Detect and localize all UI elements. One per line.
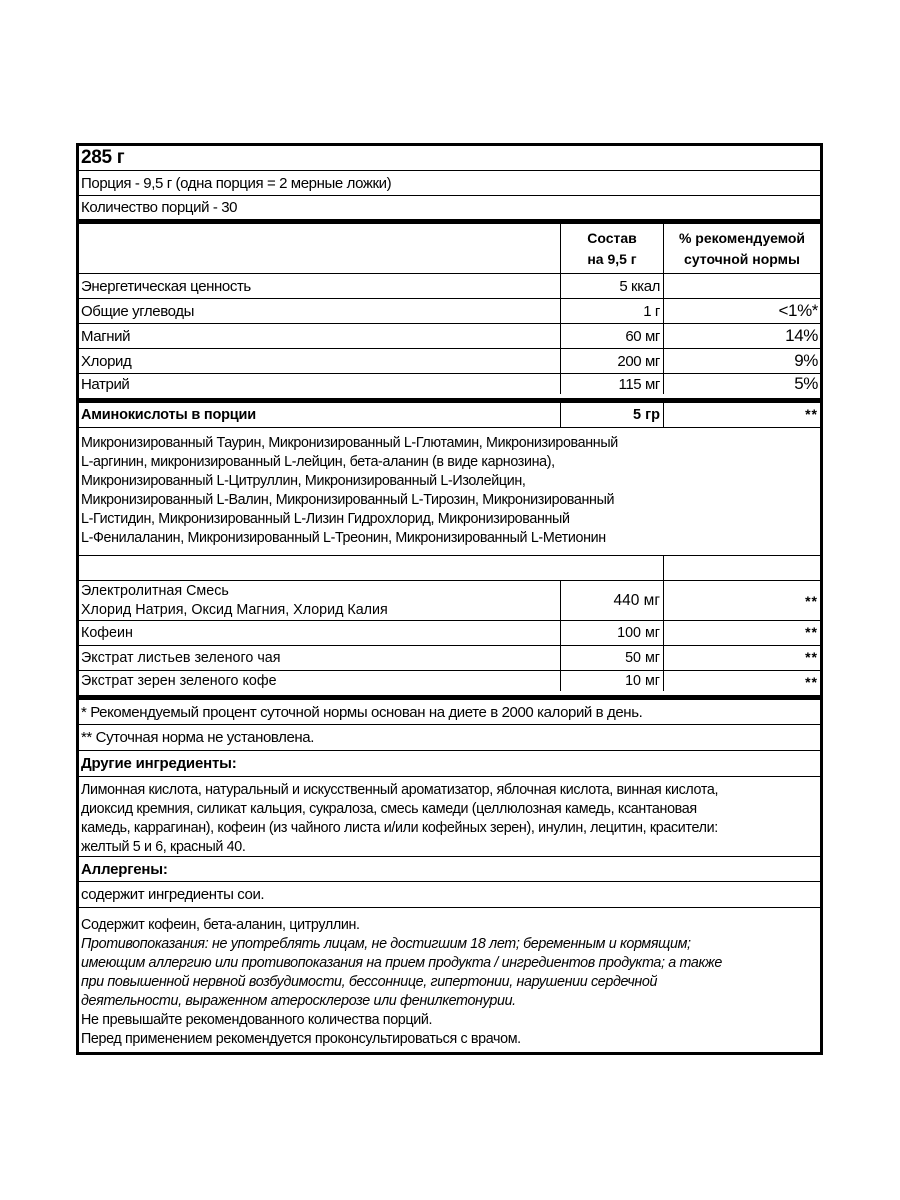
nutrient-row — [79, 274, 820, 299]
ingredient-amount: 440 мг — [613, 591, 660, 609]
footnote-daily-value: * Рекомендуемый процент суточной нормы основан на диете в 2000 калорий в день. — [81, 703, 643, 721]
allergens-row — [79, 882, 820, 908]
ingredient-row — [79, 581, 820, 621]
nutrient-dv: 5% — [794, 374, 818, 393]
ingredient-name: Электролитная Смесь — [81, 582, 229, 599]
other-ingredients-line: желтый 5 и 6, красный 40. — [81, 839, 246, 855]
ingredient-name: Кофеин — [81, 625, 133, 641]
footnote-row — [79, 700, 820, 725]
ingredient-amount: 10 мг — [625, 673, 660, 689]
contraindications-line: деятельности, выраженном атеросклерозе или фенилкетонурии. — [81, 993, 516, 1009]
amino-line: Микронизированный Таурин, Микронизированный L-Глютамин, Микронизированный — [81, 435, 618, 451]
consult-doctor-statement: Перед применением рекомендуется проконсультироваться с врачом. — [81, 1031, 521, 1047]
ingredient-row — [79, 621, 820, 646]
amino-acids-title: Аминокислоты в порции — [81, 407, 256, 423]
ingredient-amount: 50 мг — [625, 650, 660, 666]
header-dv-line1: % рекомендуемой — [678, 229, 806, 246]
table-header-row — [79, 224, 820, 274]
amino-line: L-аргинин, микронизированный L-лейцин, бета-аланин (в виде карнозина), — [81, 454, 555, 470]
amino-line: Микронизированный L-Валин, Микронизированный L-Тирозин, Микронизированный — [81, 492, 615, 508]
nutrient-row — [79, 349, 820, 374]
serving-row — [79, 171, 820, 196]
amino-acids-list — [79, 428, 820, 556]
supplement-facts-label — [76, 143, 823, 1055]
allergens-text: содержит ингредиенты сои. — [81, 886, 265, 903]
nutrient-dv: <1%* — [778, 301, 818, 320]
allergens-title: Аллергены: — [81, 860, 168, 878]
footnote-row — [79, 725, 820, 751]
nutrient-amount: 115 мг — [618, 375, 660, 393]
contains-statement: Содержит кофеин, бета-аланин, цитруллин. — [81, 917, 360, 933]
amino-acids-dv: ** — [805, 406, 818, 422]
ingredient-name: Экстрат листьев зеленого чая — [81, 650, 281, 666]
header-amount-line2: на 9,5 г — [587, 250, 637, 267]
ingredient-subname: Хлорид Натрия, Оксид Магния, Хлорид Калия — [81, 601, 388, 618]
contraindications-line: Противопоказания: не употреблять лицам, не достигшим 18 лет; беременным и кормящим; — [81, 936, 691, 952]
nutrient-name: Магний — [81, 327, 131, 345]
header-daily-value — [663, 224, 820, 273]
empty-spacer-row — [79, 556, 820, 581]
header-amount — [560, 224, 663, 273]
header-dv-line2: суточной нормы — [684, 250, 800, 267]
other-ingredients-line: Лимонная кислота, натуральный и искусственный ароматизатор, яблочная кислота, винная кислота, — [81, 782, 719, 798]
amino-line: L-Фенилаланин, Микронизированный L-Треонин, Микронизированный L-Метионин — [81, 530, 606, 546]
ingredient-amount: 100 мг — [617, 625, 660, 641]
nutrient-amount: 5 ккал — [619, 277, 660, 295]
do-not-exceed-statement: Не превышайте рекомендованного количества порций. — [81, 1012, 433, 1028]
nutrient-row — [79, 374, 820, 403]
servings-count: Количество порций - 30 — [81, 199, 238, 216]
ingredient-dv: ** — [805, 674, 818, 690]
allergens-title-row — [79, 857, 820, 882]
other-ingredients-line: камедь, каррагинан), кофеин (из чайного листа и/или кофейных зерен), инулин, лецитин, красители: — [81, 820, 718, 836]
servings-count-row — [79, 196, 820, 224]
nutrient-amount: 1 г — [643, 302, 660, 320]
nutrient-name: Натрий — [81, 375, 130, 393]
other-ingredients-list — [79, 777, 820, 857]
amino-acids-amount: 5 гр — [633, 407, 660, 423]
header-amount-line1: Состав — [587, 229, 637, 246]
serving-size: Порция - 9,5 г (одна порция = 2 мерные ложки) — [81, 174, 392, 192]
net-weight: 285 г — [81, 147, 125, 168]
nutrient-name: Хлорид — [81, 352, 132, 370]
footnote-not-established: ** Суточная норма не установлена. — [81, 729, 315, 746]
nutrient-dv: 9% — [794, 351, 818, 370]
ingredient-dv: ** — [805, 649, 818, 665]
amino-line: Микронизированный L-Цитруллин, Микронизированный L-Изолейцин, — [81, 473, 526, 489]
nutrient-name: Энергетическая ценность — [81, 277, 251, 295]
empty-cell — [663, 556, 820, 580]
other-ingredients-title-row — [79, 751, 820, 777]
warnings-block — [79, 908, 820, 1052]
other-ingredients-title: Другие ингредиенты: — [81, 755, 237, 772]
ingredient-row — [79, 646, 820, 671]
nutrient-dv: 14% — [785, 326, 818, 345]
nutrient-amount: 60 мг — [625, 327, 660, 345]
ingredient-dv: ** — [805, 592, 818, 609]
ingredient-dv: ** — [805, 624, 818, 640]
contraindications-line: имеющим аллергию или противопоказания на прием продукта / ингредиентов продукта; а также — [81, 955, 722, 971]
nutrient-name: Общие углеводы — [81, 302, 194, 320]
nutrient-row — [79, 324, 820, 349]
other-ingredients-line: диоксид кремния, силикат кальция, сукралоза, смесь камеди (целлюлозная камедь, ксантановая — [81, 801, 697, 817]
amino-acids-row — [79, 403, 820, 428]
ingredient-row — [79, 671, 820, 700]
contraindications-line: при повышенной нервной возбудимости, бессоннице, гипертонии, нарушении сердечной — [81, 974, 658, 990]
header-empty-cell — [79, 224, 560, 273]
nutrient-row — [79, 299, 820, 324]
net-weight-row — [79, 146, 820, 171]
amino-line: L-Гистидин, Микронизированный L-Лизин Гидрохлорид, Микронизированный — [81, 511, 570, 527]
nutrient-amount: 200 мг — [617, 352, 660, 370]
ingredient-name: Экстрат зерен зеленого кофе — [81, 673, 277, 689]
